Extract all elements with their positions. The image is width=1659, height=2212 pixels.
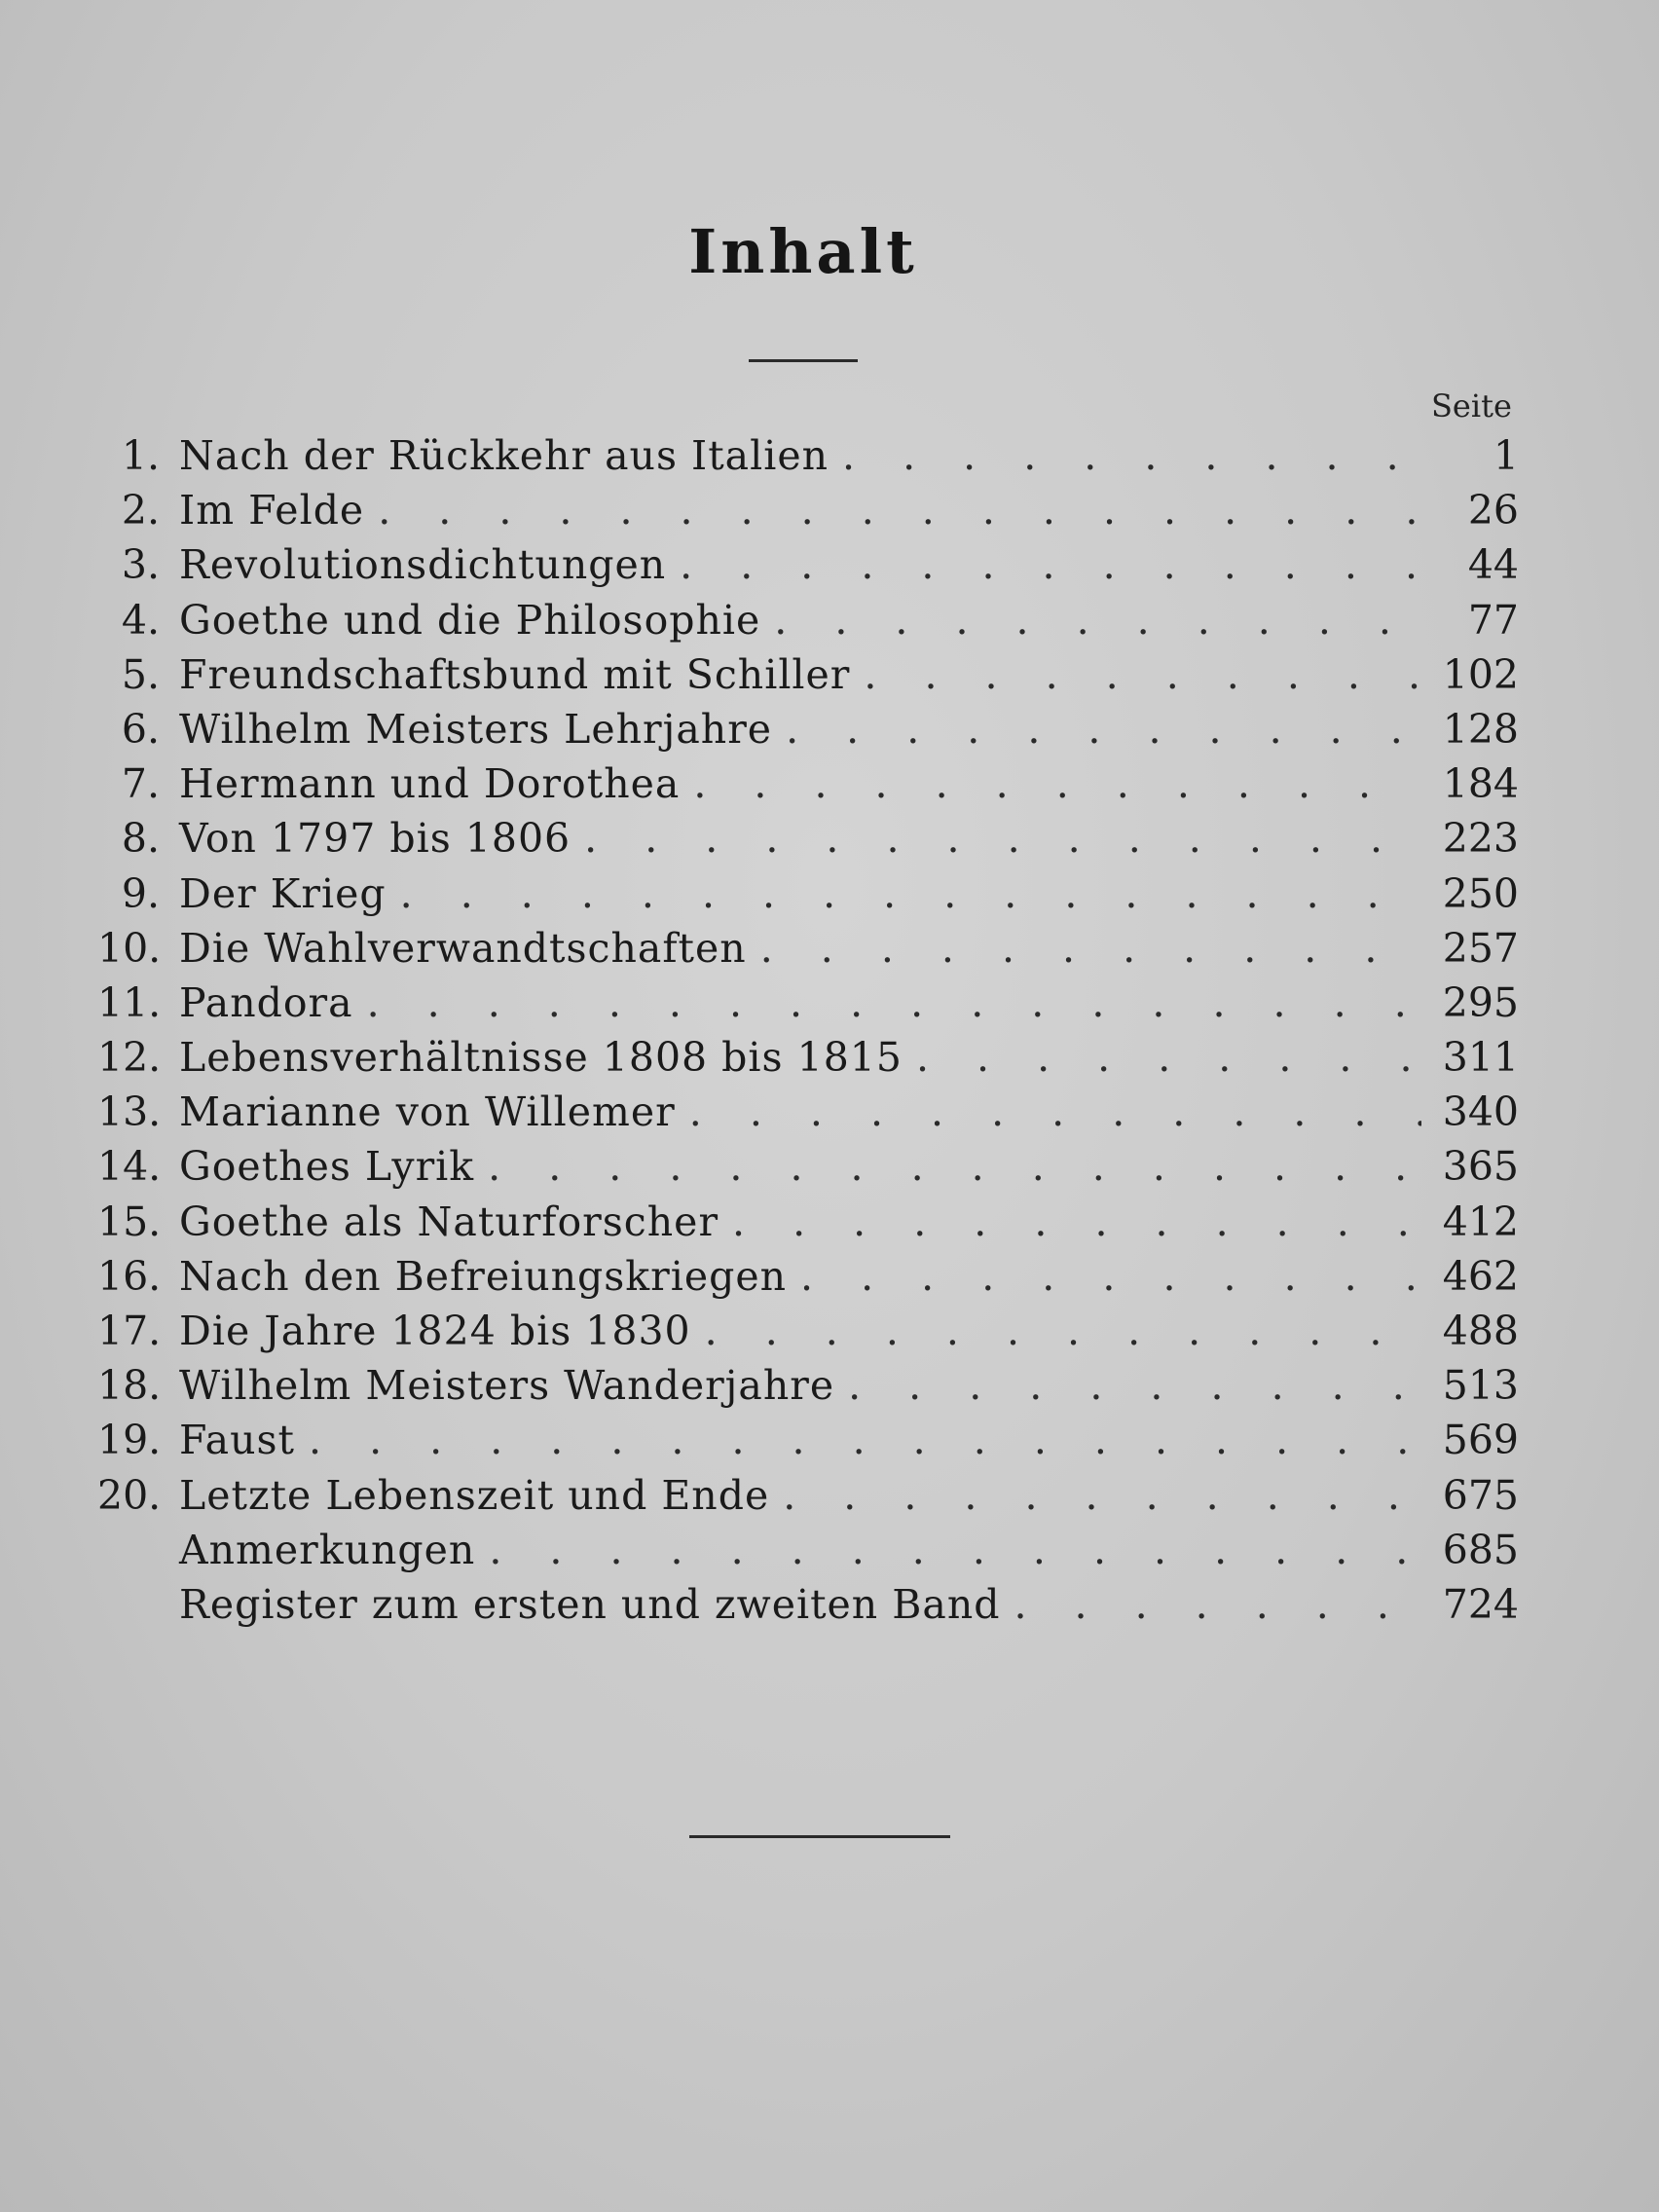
toc-entry-5: [97, 647, 1519, 702]
toc-entry-number: 4.: [121, 596, 160, 644]
dot-leader: [787, 1249, 1421, 1304]
toc-entry-page: 102: [1442, 650, 1519, 698]
toc-entry-number: 19.: [97, 1417, 162, 1464]
dot-leader: [666, 537, 1421, 592]
dot-leader: [772, 702, 1421, 756]
dot-leader: [680, 756, 1421, 811]
toc-entry-number: 12.: [97, 1034, 162, 1082]
toc-entry-number: 6.: [121, 705, 160, 753]
dot-leader: [353, 976, 1421, 1030]
toc-entry-page: 1: [1493, 432, 1519, 479]
dot-leader: [769, 1468, 1421, 1523]
dot-leader: [829, 428, 1421, 483]
toc-entry-title: Im Felde: [179, 487, 365, 535]
toc-entry-number: 15.: [97, 1198, 162, 1245]
toc-entry-anmerkungen: [97, 1523, 1519, 1577]
dot-leader: [364, 483, 1421, 537]
dot-leader: [571, 811, 1421, 866]
toc-entry-4: [97, 593, 1519, 647]
toc-entry-number: 16.: [97, 1252, 162, 1300]
dot-leader: [1000, 1577, 1421, 1632]
toc-entry-title: Der Krieg: [179, 869, 387, 917]
toc-entry-page: 184: [1442, 760, 1519, 808]
closing-divider: [689, 1835, 950, 1838]
toc-entry-title: Die Wahlverwandtschaften: [179, 924, 747, 972]
toc-entry-title: Marianne von Willemer: [179, 1088, 676, 1136]
toc-entry-7: [97, 756, 1519, 811]
dot-leader: [676, 1085, 1421, 1139]
toc-entry-title: Die Jahre 1824 bis 1830: [179, 1308, 691, 1354]
toc-entry-page: 223: [1442, 815, 1519, 863]
toc-entry-number: 17.: [97, 1308, 162, 1354]
toc-entry-9: [97, 866, 1519, 921]
toc-entry-page: 250: [1442, 869, 1519, 917]
toc-entry-title: Goethe und die Philosophie: [179, 596, 761, 644]
toc-entry-page: 44: [1467, 541, 1519, 589]
table-of-contents: [97, 428, 1519, 1632]
toc-entry-page: 311: [1442, 1034, 1519, 1082]
toc-entry-number: 20.: [97, 1471, 162, 1519]
toc-entry-number: 9.: [121, 869, 160, 917]
toc-entry-title: Hermann und Dorothea: [179, 760, 681, 808]
toc-entry-6: [97, 702, 1519, 756]
toc-entry-title: Lebensverhältnisse 1808 bis 1815: [179, 1034, 903, 1082]
toc-entry-page: 462: [1442, 1252, 1519, 1300]
toc-entry-number: 11.: [97, 978, 162, 1026]
dot-leader: [295, 1413, 1421, 1467]
dot-leader: [747, 921, 1421, 976]
toc-entry-title: Anmerkungen: [179, 1526, 476, 1573]
toc-entry-title: Pandora: [179, 978, 353, 1026]
toc-entry-page: 724: [1442, 1580, 1519, 1628]
toc-entry-14: [97, 1139, 1519, 1194]
toc-entry-13: [97, 1085, 1519, 1139]
toc-entry-title: Wilhelm Meisters Lehrjahre: [179, 705, 773, 753]
toc-entry-16: [97, 1249, 1519, 1304]
toc-entry-number: 1.: [121, 432, 160, 479]
toc-entry-page: 295: [1442, 978, 1519, 1026]
toc-entry-number: 3.: [121, 541, 160, 589]
toc-entry-page: 128: [1442, 705, 1519, 753]
toc-entry-number: 5.: [121, 650, 160, 698]
toc-entry-page: 569: [1442, 1417, 1519, 1464]
toc-entry-number: 14.: [97, 1143, 162, 1191]
dot-leader: [691, 1304, 1421, 1358]
toc-entry-8: [97, 811, 1519, 866]
toc-entry-title: Nach der Rückkehr aus Italien: [179, 432, 830, 479]
toc-entry-page: 365: [1442, 1143, 1519, 1191]
page-column-label: Seite: [1431, 387, 1512, 424]
toc-entry-11: [97, 976, 1519, 1030]
toc-entry-title: Letzte Lebenszeit und Ende: [179, 1471, 770, 1519]
toc-entry-number: 8.: [121, 815, 160, 863]
toc-entry-number: 13.: [97, 1088, 162, 1136]
toc-entry-title: Von 1797 bis 1806: [179, 815, 571, 863]
toc-entry-page: 675: [1442, 1471, 1519, 1519]
toc-entry-title: Freundschaftsbund mit Schiller: [179, 650, 851, 698]
toc-entry-10: [97, 921, 1519, 976]
toc-entry-page: 685: [1442, 1526, 1519, 1573]
toc-entry-page: 513: [1442, 1362, 1519, 1410]
toc-entry-title: Nach den Befreiungskriegen: [179, 1252, 788, 1300]
toc-entry-1: [97, 428, 1519, 483]
dot-leader: [475, 1523, 1421, 1577]
toc-entry-page: 412: [1442, 1198, 1519, 1245]
toc-entry-15: [97, 1195, 1519, 1249]
toc-entry-19: [97, 1413, 1519, 1467]
page-title: Inhalt: [688, 216, 918, 287]
toc-entry-page: 257: [1442, 924, 1519, 972]
toc-entry-page: 340: [1442, 1088, 1519, 1136]
toc-entry-17: [97, 1304, 1519, 1358]
title-divider: [749, 359, 858, 362]
toc-entry-18: [97, 1358, 1519, 1413]
toc-entry-number: 18.: [97, 1362, 162, 1410]
toc-entry-title: Revolutionsdichtungen: [179, 541, 667, 589]
toc-entry-20: [97, 1468, 1519, 1523]
dot-leader: [850, 647, 1421, 702]
toc-entry-number: 10.: [97, 924, 162, 972]
toc-entry-title: Goethes Lyrik: [179, 1143, 475, 1191]
dot-leader: [760, 593, 1421, 647]
toc-entry-page: 26: [1467, 487, 1519, 535]
toc-entry-page: 488: [1442, 1308, 1519, 1354]
toc-entry-number: 2.: [121, 487, 160, 535]
toc-entry-register: [97, 1577, 1519, 1632]
toc-entry-title: Faust: [179, 1417, 296, 1464]
toc-entry-title: Wilhelm Meisters Wanderjahre: [179, 1362, 835, 1410]
toc-entry-page: 77: [1467, 596, 1519, 644]
dot-leader: [719, 1195, 1421, 1249]
toc-entry-title: Register zum ersten und zweiten Band: [179, 1580, 1001, 1628]
toc-entry-12: [97, 1030, 1519, 1085]
toc-entry-title: Goethe als Naturforscher: [179, 1198, 719, 1245]
toc-entry-2: [97, 483, 1519, 537]
dot-leader: [903, 1030, 1421, 1085]
dot-leader: [834, 1358, 1421, 1413]
dot-leader: [474, 1139, 1421, 1194]
dot-leader: [387, 866, 1421, 921]
toc-entry-number: 7.: [121, 760, 160, 808]
toc-entry-3: [97, 537, 1519, 592]
